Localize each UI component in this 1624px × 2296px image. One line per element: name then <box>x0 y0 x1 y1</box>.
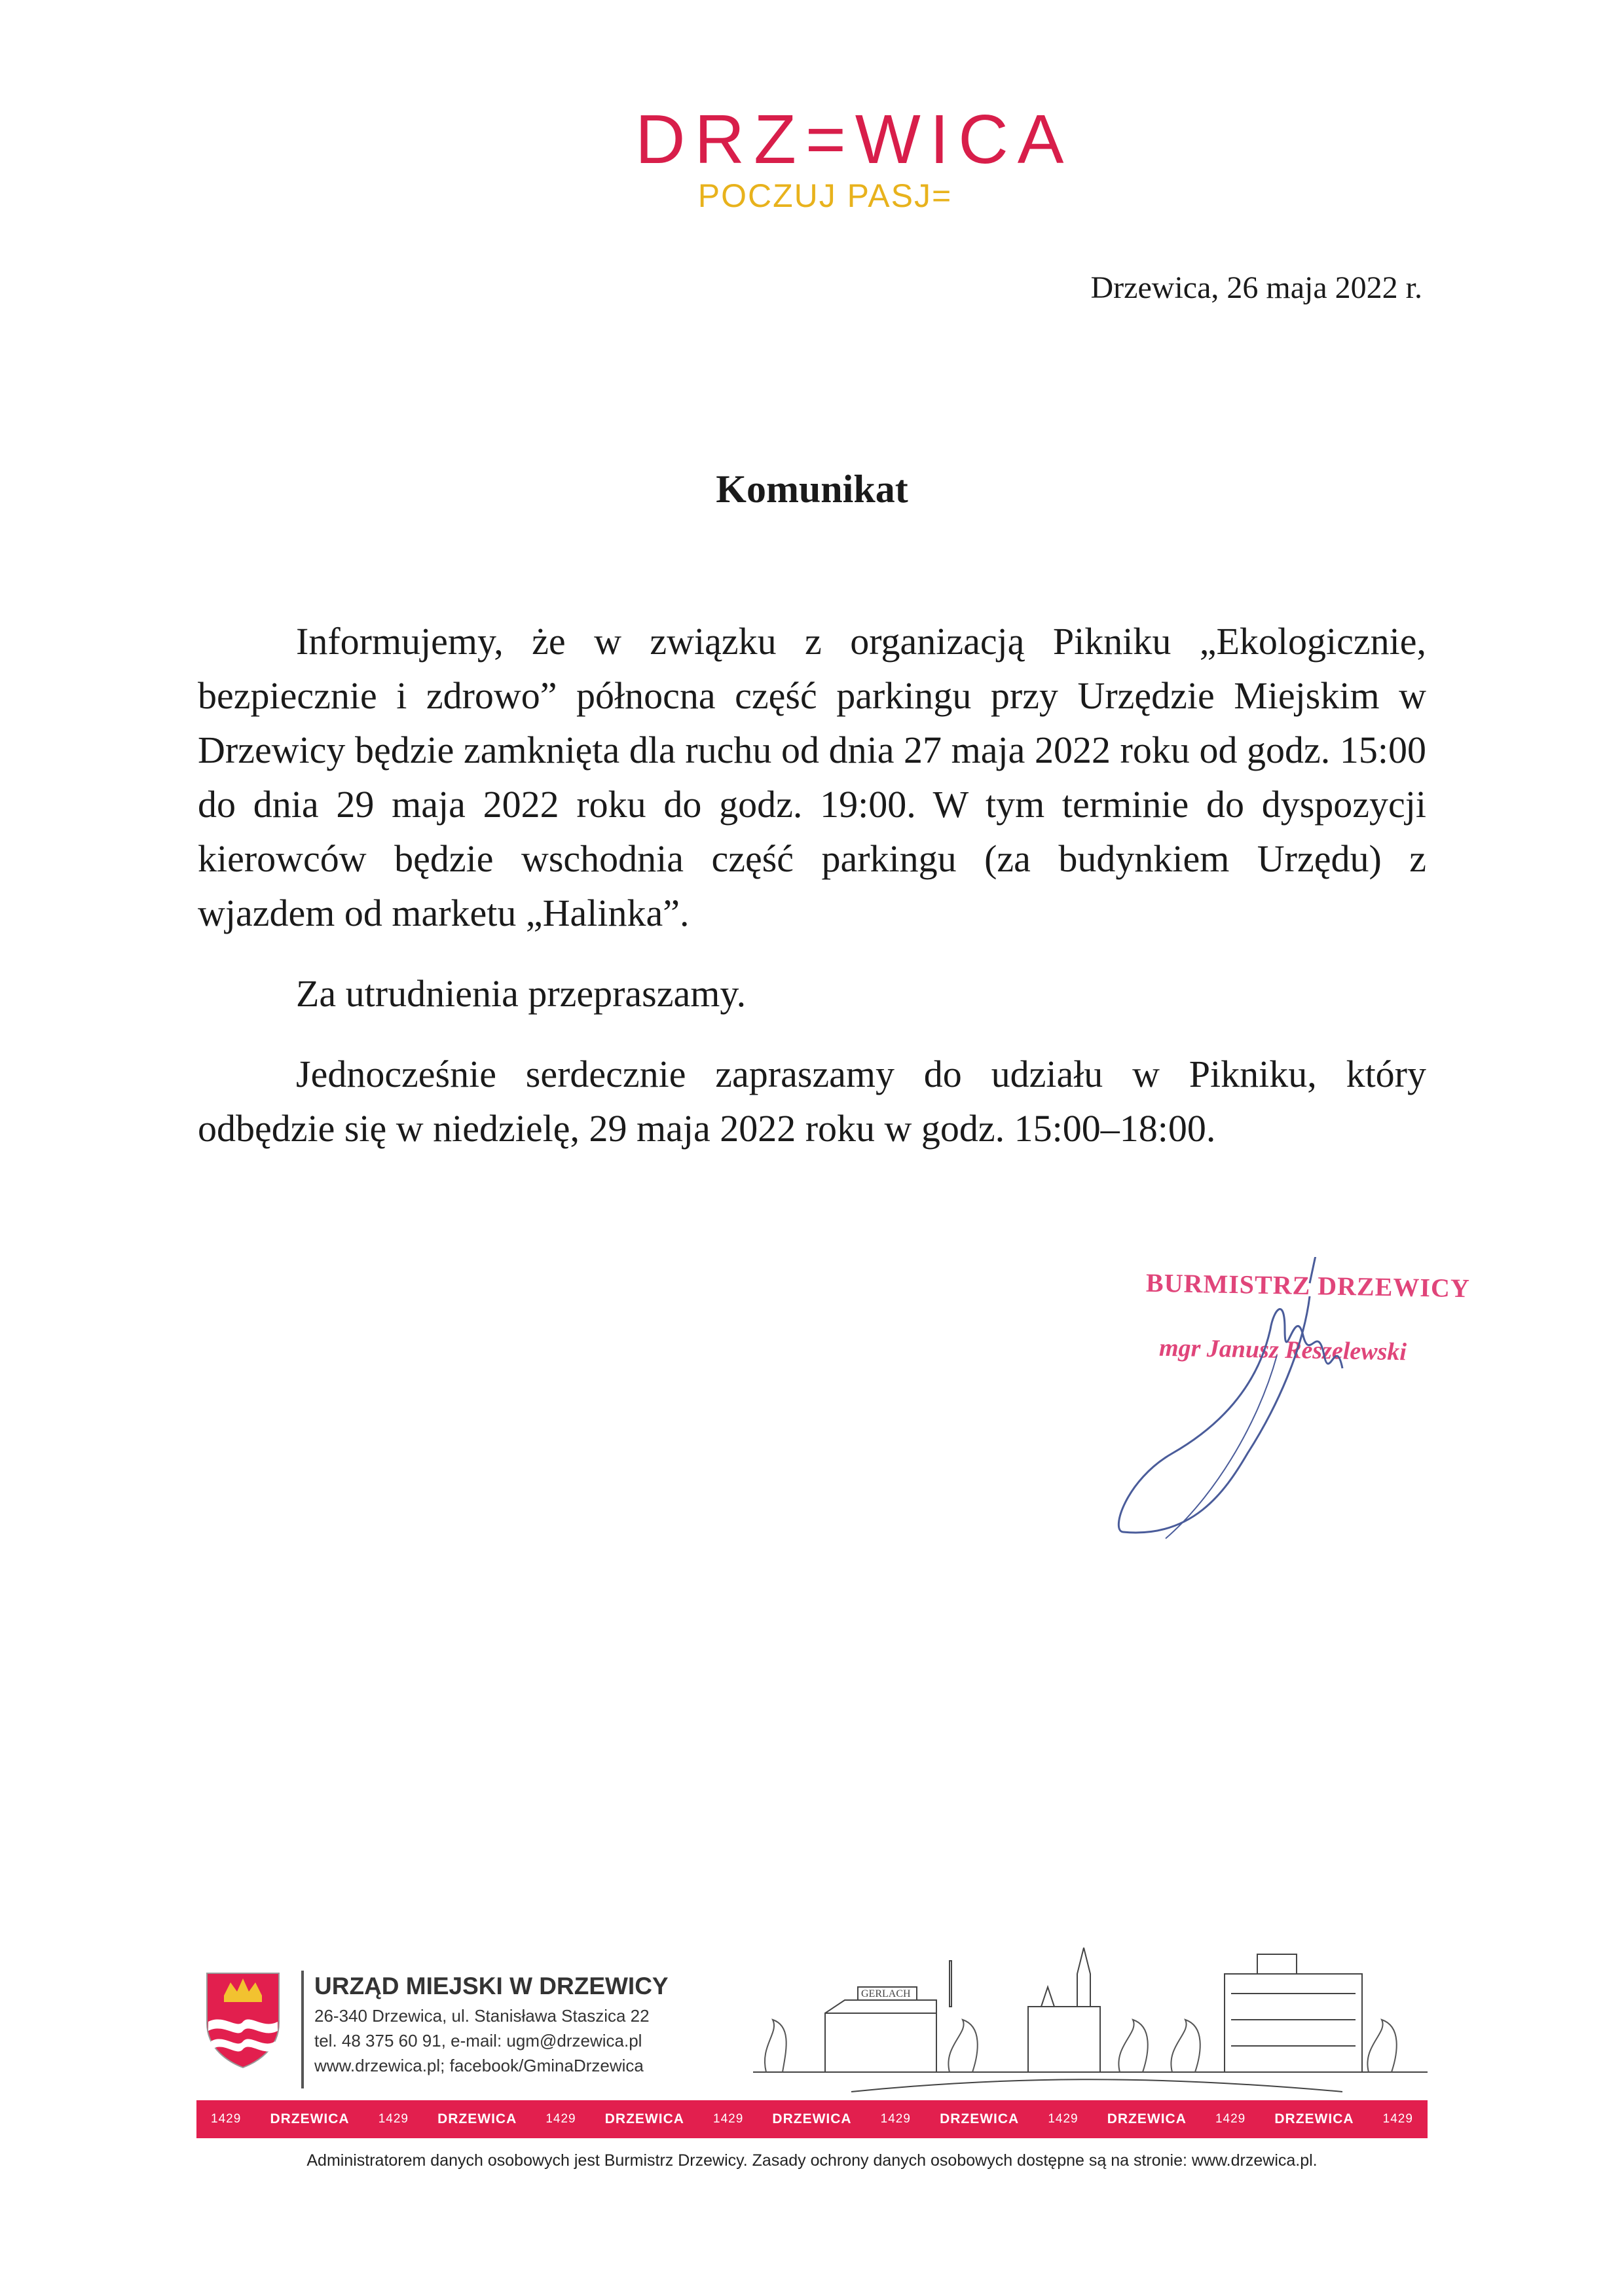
logo-name: DRZ=WICA <box>635 101 1073 178</box>
office-name: URZĄD MIEJSKI W DRZEWICY <box>314 1973 669 1999</box>
banner-town: DRZEWICA <box>940 2111 1020 2126</box>
office-phone-email: tel. 48 375 60 91, e-mail: ugm@drzewica.pl <box>314 2031 642 2050</box>
footer-divider <box>301 1971 304 2088</box>
logo-tagline: POCZUJ PASJ= <box>697 177 953 214</box>
banner-year: 1429 <box>545 2112 576 2126</box>
office-address: 26-340 Drzewica, ul. Stanisława Staszica 22 <box>314 2006 650 2026</box>
banner-town: DRZEWICA <box>270 2111 350 2126</box>
letter-date: Drzewica, 26 maja 2022 r. <box>1090 270 1422 305</box>
banner-year: 1429 <box>1382 2112 1413 2126</box>
skyline-sign-text: GERLACH <box>861 1988 911 1999</box>
handwritten-signature <box>1113 1257 1480 1597</box>
office-contact <box>314 1969 669 2078</box>
stamp-office: BURMISTRZ DRZEWICY <box>1145 1267 1471 1303</box>
banner-town: DRZEWICA <box>772 2111 852 2126</box>
banner-year: 1429 <box>211 2112 242 2126</box>
paragraph-apology: Za utrudnienia przepraszamy. <box>296 972 747 1015</box>
banner-year: 1429 <box>880 2112 911 2126</box>
banner-year: 1429 <box>1215 2112 1246 2126</box>
coat-of-arms-icon <box>204 1971 282 2069</box>
drzewica-logo <box>635 101 1073 214</box>
letter-body <box>198 614 1426 1156</box>
paragraph-announcement: Informujemy, że w związku z organizacją Pikniku „Ekologicznie, bezpiecznie i zdrowo” północna część parkingu przy Urzędzie Miejskim w Drzewicy będzie zamknięta dla ruchu od dnia 27 maja 2022 roku od godz. 15:00 do dnia 29 maja 2022 roku do godz. 19:00. W tym terminie do dyspozycji kierowców będzie wschodnia część parkingu (za budynkiem Urzędu) z wjazdem od marketu „Halinka”. <box>198 620 1426 934</box>
banner-town: DRZEWICA <box>604 2111 684 2126</box>
banner-town: DRZEWICA <box>1274 2111 1354 2126</box>
privacy-notice: Administratorem danych osobowych jest Burmistrz Drzewicy. Zasady ochrony danych osobowych dostępne są na stronie: www.drzewica.pl. <box>306 2151 1318 2170</box>
footer-banner <box>196 2100 1428 2138</box>
stamp-name: mgr Janusz Reszelewski <box>1158 1334 1407 1366</box>
mayor-stamp <box>1113 1257 1480 1597</box>
banner-year: 1429 <box>1048 2112 1079 2126</box>
paragraph-invitation: Jednocześnie serdecznie zapraszamy do udziału w Pikniku, który odbędzie się w niedzielę, 29 maja 2022 roku w godz. 15:00–18:00. <box>198 1053 1426 1150</box>
office-web: www.drzewica.pl; facebook/GminaDrzewica <box>314 2056 644 2075</box>
town-skyline-illustration <box>753 1935 1428 2098</box>
banner-year: 1429 <box>378 2112 409 2126</box>
banner-year: 1429 <box>713 2112 744 2126</box>
letter-title: Komunikat <box>716 467 908 511</box>
banner-town: DRZEWICA <box>1107 2111 1187 2126</box>
banner-town: DRZEWICA <box>437 2111 517 2126</box>
